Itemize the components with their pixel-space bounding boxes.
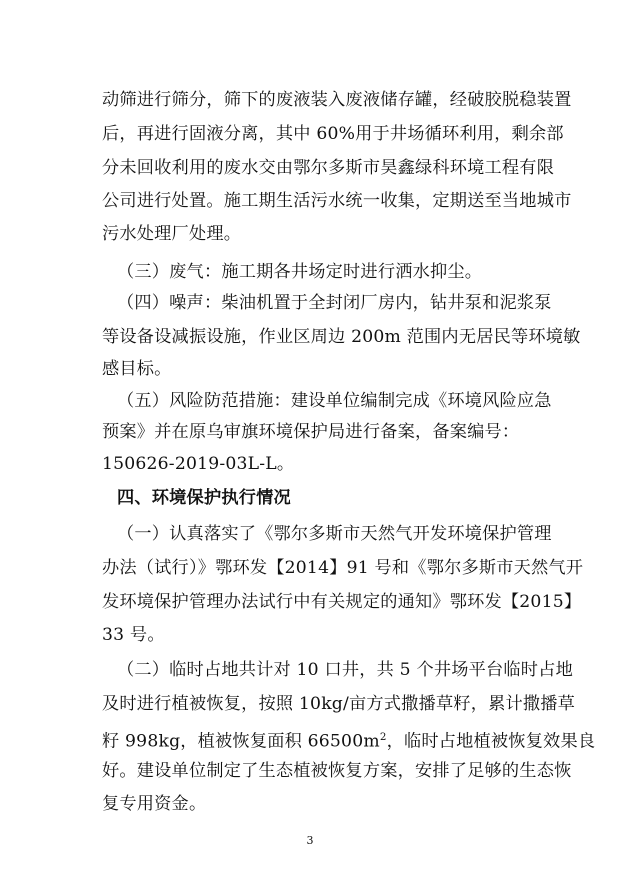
text-line [102,725,595,754]
text-line: 33 号。 [102,625,165,645]
text-line: 复专用资金。 [102,794,207,814]
text-line: 分未回收利用的废水交由鄂尔多斯市昊鑫绿科环境工程有限 [102,158,555,178]
text-line: 办法（试行）》鄂环发【2014】91 号和《鄂尔多斯市天然气开 [102,558,584,578]
text-line: 公司进行处置。施工期生活污水统一收集，定期送至当地城市 [102,191,572,211]
text-line: 等设备设减振设施，作业区周边 200m 范围内无居民等环境敏 [102,327,581,347]
text-line: 感目标。 [102,359,172,379]
text-segment: ，临时占地植被恢复效果良 [386,731,596,752]
text-line: 动筛进行筛分，筛下的废液装入废液储存罐，经破胶脱稳装置 [102,90,572,110]
text-line: 污水处理厂处理。 [102,224,242,244]
text-line: 预案》并在原乌审旗环境保护局进行备案，备案编号： [102,422,520,442]
text-line: 好。建设单位制定了生态植被恢复方案，安排了足够的生态恢 [102,761,572,781]
section-heading: 四、环境保护执行情况 [117,488,291,508]
text-line: （五）风险防范措施：建设单位编制完成《环境风险应急 [117,391,552,411]
text-line: （一）认真落实了《鄂尔多斯市天然气开发环境保护管理 [117,524,552,544]
text-line: （三）废气：施工期各井场定时进行洒水抑尘。 [117,262,483,282]
text-line: 发环境保护管理办法试行中有关规定的通知》鄂环发【2015】 [102,592,582,612]
text-line: （四）噪声：柴油机置于全封闭厂房内，钻井泵和泥浆泵 [117,293,552,313]
text-line: （二）临时占地共计对 10 口井，共 5 个井场平台临时占地 [117,660,573,680]
text-line: 150626-2019-03L-L。 [102,454,295,474]
text-line: 及时进行植被恢复，按照 10kg/亩方式撒播草籽，累计撒播草 [102,694,576,714]
text-line: 后，再进行固液分离，其中 60%用于井场循环利用，剩余部 [102,124,564,144]
superscript: 2 [379,731,387,743]
page-number: 3 [306,834,314,847]
text-segment: 籽 998kg，植被恢复面积 66500m [102,731,380,752]
